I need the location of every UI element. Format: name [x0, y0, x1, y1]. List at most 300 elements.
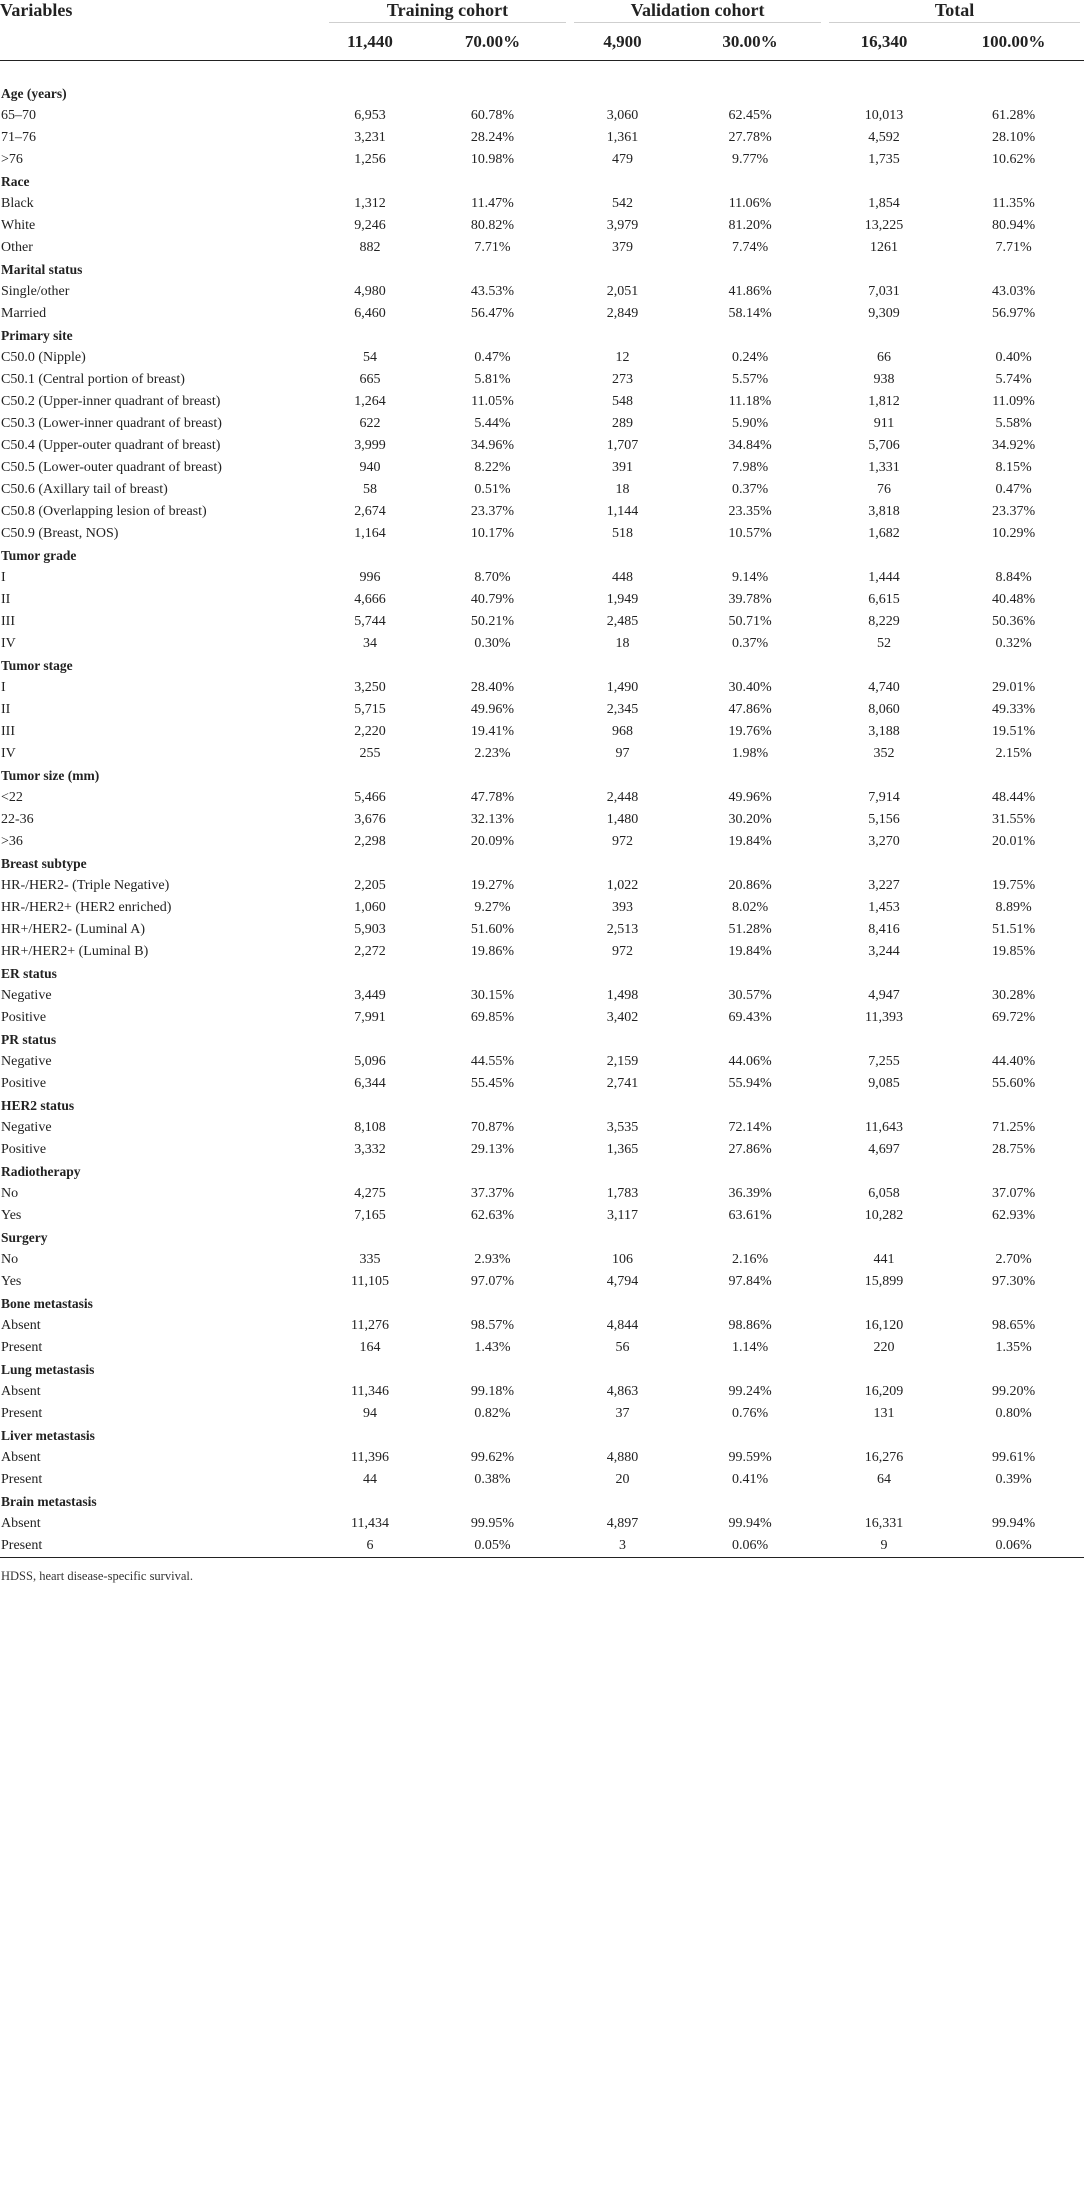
total-n-cell: 15,899 — [864, 1274, 904, 1289]
training-pct: 70.00% — [415, 24, 570, 61]
section-title: Breast subtype — [1, 856, 87, 871]
validation-n-cell: 2,051 — [606, 284, 639, 299]
training-n-cell: 665 — [359, 372, 381, 387]
training-pct-cell: 47.78% — [470, 790, 515, 805]
validation-n-cell: 2,741 — [606, 1076, 639, 1091]
validation-n-cell: 3,060 — [606, 108, 639, 123]
section-header-row — [0, 83, 1084, 105]
group-header-label: Training cohort — [386, 0, 509, 20]
validation-n-cell: 2,345 — [606, 702, 639, 717]
training-n-cell: 3,250 — [354, 680, 386, 695]
total-n-cell: 10,282 — [864, 1208, 904, 1223]
training-n-cell: 940 — [359, 460, 381, 475]
validation-pct-cell: 55.94% — [728, 1076, 772, 1091]
total-pct-cell: 19.75% — [991, 878, 1036, 893]
training-pct-cell: 5.44% — [474, 416, 511, 431]
training-n-cell: 1,060 — [354, 900, 386, 915]
total-pct-cell: 30.28% — [991, 988, 1036, 1003]
table-row — [0, 1205, 1084, 1227]
table-row — [0, 1469, 1084, 1491]
training-pct-cell: 8.70% — [474, 570, 511, 585]
total-n-cell: 9 — [825, 1535, 943, 1558]
row-label: IV — [1, 636, 16, 651]
validation-pct-cell: 49.96% — [728, 790, 772, 805]
table-row — [0, 721, 1084, 743]
table-row — [0, 523, 1084, 545]
training-n-cell: 9,246 — [354, 218, 386, 233]
validation-pct-cell: 5.90% — [731, 416, 769, 431]
training-n-cell: 5,903 — [354, 922, 386, 937]
total-pct-cell: 80.94% — [991, 218, 1036, 233]
training-n-cell: 3,231 — [354, 130, 386, 145]
row-label: Negative — [1, 1120, 52, 1135]
training-pct-cell: 49.96% — [470, 702, 515, 717]
total-pct-cell: 8.89% — [995, 900, 1032, 915]
total-pct-cell: 2.70% — [995, 1252, 1032, 1267]
row-label: Negative — [1, 1054, 52, 1069]
header-row-groups — [0, 0, 1084, 24]
section-title: Primary site — [1, 328, 73, 343]
total-n-cell: 6,058 — [868, 1186, 900, 1201]
training-n-cell: 11,434 — [351, 1516, 389, 1531]
total-pct-cell: 8.15% — [995, 460, 1032, 475]
total-pct-cell: 10.62% — [991, 152, 1036, 167]
training-n-cell: 882 — [359, 240, 381, 255]
validation-pct-cell: 58.14% — [728, 306, 772, 321]
validation-pct-cell: 36.39% — [728, 1186, 772, 1201]
training-pct-cell: 10.17% — [470, 526, 515, 541]
table-row — [0, 1535, 1084, 1558]
section-header-row — [0, 963, 1084, 985]
table-row — [0, 413, 1084, 435]
table-row — [0, 809, 1084, 831]
training-pct-cell: 19.27% — [470, 878, 515, 893]
total-n-cell: 4,947 — [868, 988, 900, 1003]
row-label: 22-36 — [1, 812, 34, 827]
section-header-row — [0, 1491, 1084, 1513]
validation-pct-cell: 81.20% — [728, 218, 772, 233]
group-header-training — [325, 0, 570, 24]
total-pct-cell: 10.29% — [991, 526, 1036, 541]
table-row — [0, 1073, 1084, 1095]
validation-n-cell: 972 — [612, 944, 634, 959]
validation-pct-cell: 7.98% — [731, 460, 769, 475]
total-n-cell: 16,209 — [864, 1384, 904, 1399]
table-row — [0, 479, 1084, 501]
validation-n-cell: 2,159 — [606, 1054, 639, 1069]
row-label: Absent — [1, 1318, 41, 1333]
section-title: Brain metastasis — [1, 1494, 97, 1509]
total-pct-cell: 0.32% — [995, 636, 1032, 651]
table-row — [0, 1007, 1084, 1029]
training-pct-cell: 1.43% — [474, 1340, 511, 1355]
row-label: C50.2 (Upper-inner quadrant of breast) — [1, 394, 221, 409]
training-pct-cell: 43.53% — [470, 284, 515, 299]
row-label: Positive — [1, 1010, 47, 1025]
training-n-cell: 996 — [359, 570, 381, 585]
training-n-cell: 2,298 — [354, 834, 386, 849]
row-label: Other — [1, 240, 33, 255]
table-row — [0, 347, 1084, 369]
validation-n-cell: 3,117 — [607, 1208, 638, 1223]
table-row — [0, 303, 1084, 325]
training-pct-cell: 0.47% — [474, 350, 511, 365]
total-pct-cell: 99.61% — [991, 1450, 1036, 1465]
total-n-cell: 1,854 — [868, 196, 900, 211]
training-n-cell: 3,332 — [354, 1142, 386, 1157]
validation-pct-cell: 39.78% — [728, 592, 772, 607]
row-label: C50.9 (Breast, NOS) — [1, 526, 119, 541]
training-pct-cell: 20.09% — [470, 834, 515, 849]
training-n-cell: 3,999 — [354, 438, 386, 453]
training-pct-cell: 0.51% — [474, 482, 511, 497]
validation-pct-cell: 9.14% — [731, 570, 769, 585]
training-pct-cell: 99.95% — [470, 1516, 515, 1531]
validation-pct-cell: 30.20% — [728, 812, 772, 827]
row-label: <22 — [1, 790, 23, 805]
row-label: Present — [1, 1340, 43, 1355]
training-pct-cell: 70.87% — [470, 1120, 515, 1135]
section-header-row — [0, 259, 1084, 281]
training-pct-cell: 80.82% — [470, 218, 515, 233]
training-n-cell: 3,676 — [354, 812, 386, 827]
validation-n-cell: 1,361 — [606, 130, 639, 145]
table-row — [0, 897, 1084, 919]
validation-n-cell: 3,979 — [606, 218, 639, 233]
table-row — [0, 567, 1084, 589]
validation-pct-cell: 8.02% — [731, 900, 769, 915]
total-n-cell: 938 — [873, 372, 895, 387]
total-pct-cell: 8.84% — [995, 570, 1032, 585]
validation-pct-cell: 30.40% — [728, 680, 772, 695]
table-row — [0, 677, 1084, 699]
total-n-cell: 3,188 — [868, 724, 900, 739]
total-n-cell: 8,416 — [868, 922, 900, 937]
training-n-cell: 11,276 — [351, 1318, 389, 1333]
validation-pct-cell: 44.06% — [728, 1054, 772, 1069]
validation-n-cell: 2,448 — [606, 790, 639, 805]
total-pct-cell: 43.03% — [991, 284, 1036, 299]
total-n-cell: 1,331 — [868, 460, 900, 475]
row-label: III — [1, 724, 15, 739]
row-label: 65–70 — [1, 108, 36, 123]
validation-n-cell: 56 — [615, 1340, 630, 1355]
section-header-row — [0, 1161, 1084, 1183]
total-pct-cell: 0.39% — [995, 1472, 1032, 1487]
total-n-cell: 1,453 — [868, 900, 900, 915]
training-pct-cell: 0.30% — [474, 636, 511, 651]
training-n-cell: 255 — [359, 746, 381, 761]
total-n-cell: 8,229 — [868, 614, 900, 629]
training-pct-cell: 40.79% — [470, 592, 515, 607]
total-pct-cell: 0.47% — [995, 482, 1032, 497]
validation-n-cell: 1,707 — [606, 438, 639, 453]
total-pct-cell: 50.36% — [991, 614, 1036, 629]
validation-pct-cell: 11.18% — [728, 394, 772, 409]
row-label: II — [1, 702, 11, 717]
training-pct-cell: 97.07% — [470, 1274, 515, 1289]
table-row — [0, 1051, 1084, 1073]
validation-pct-cell: 5.57% — [731, 372, 769, 387]
section-header-row — [0, 1359, 1084, 1381]
validation-n-cell: 12 — [615, 350, 630, 365]
table-row — [0, 787, 1084, 809]
training-pct-cell: 11.05% — [471, 394, 514, 409]
total-n-cell: 7,914 — [868, 790, 900, 805]
validation-pct-cell: 7.74% — [731, 240, 769, 255]
training-n-cell: 8,108 — [354, 1120, 386, 1135]
total-n-cell: 10,013 — [864, 108, 904, 123]
section-title: PR status — [1, 1032, 57, 1047]
training-pct-cell: 60.78% — [470, 108, 515, 123]
total-n-cell: 13,225 — [864, 218, 904, 233]
table-row — [0, 1271, 1084, 1293]
total-pct-cell: 97.30% — [991, 1274, 1036, 1289]
row-label: No — [1, 1186, 19, 1201]
training-pct-cell: 98.57% — [470, 1318, 515, 1333]
table-row — [0, 743, 1084, 765]
total-pct-cell: 71.25% — [991, 1120, 1036, 1135]
group-header-rule — [329, 22, 566, 23]
row-label: C50.4 (Upper-outer quadrant of breast) — [1, 438, 221, 453]
total-pct-cell: 48.44% — [991, 790, 1036, 805]
training-n-cell: 4,666 — [354, 592, 386, 607]
validation-n-cell: 393 — [612, 900, 634, 915]
validation-pct: 30.00% — [675, 24, 825, 61]
table-row — [0, 611, 1084, 633]
table-row — [0, 941, 1084, 963]
validation-pct-cell: 27.78% — [728, 130, 772, 145]
training-pct-cell: 0.82% — [474, 1406, 511, 1421]
section-title: Bone metastasis — [1, 1296, 93, 1311]
training-n-cell: 2,220 — [354, 724, 386, 739]
section-header-row — [0, 655, 1084, 677]
total-n-cell: 1261 — [870, 240, 899, 255]
row-label: >76 — [1, 152, 23, 167]
row-label: Yes — [1, 1274, 22, 1289]
total-n-cell: 4,740 — [868, 680, 900, 695]
total-n-cell: 911 — [873, 416, 895, 431]
table-row — [0, 369, 1084, 391]
total-pct-cell: 7.71% — [995, 240, 1032, 255]
training-n-cell: 4,275 — [354, 1186, 386, 1201]
total-pct-cell: 11.35% — [992, 196, 1035, 211]
training-n-cell: 44 — [363, 1472, 377, 1487]
validation-n-cell: 18 — [615, 482, 630, 497]
row-label: Positive — [1, 1142, 47, 1157]
training-pct-cell: 30.15% — [470, 988, 515, 1003]
training-n-cell: 4,980 — [354, 284, 386, 299]
row-label: C50.3 (Lower-inner quadrant of breast) — [1, 416, 222, 431]
validation-pct-cell: 0.37% — [731, 482, 769, 497]
training-pct-cell: 28.40% — [470, 680, 515, 695]
validation-n-cell: 4,844 — [606, 1318, 639, 1333]
validation-pct-cell: 98.86% — [728, 1318, 772, 1333]
section-header-row — [0, 1293, 1084, 1315]
training-n-cell: 94 — [363, 1406, 377, 1421]
row-label: Black — [1, 196, 34, 211]
row-label: C50.1 (Central portion of breast) — [1, 372, 185, 387]
training-n-cell: 1,256 — [354, 152, 386, 167]
header-spacer — [0, 61, 1084, 84]
row-label: HR+/HER2+ (Luminal B) — [1, 944, 149, 959]
row-label: IV — [1, 746, 16, 761]
validation-n-cell: 391 — [612, 460, 634, 475]
section-title: Age (years) — [1, 86, 67, 101]
row-label: HR-/HER2+ (HER2 enriched) — [1, 900, 172, 915]
validation-n-cell: 2,513 — [606, 922, 639, 937]
training-pct-cell: 9.27% — [474, 900, 511, 915]
validation-pct-cell: 0.06% — [675, 1535, 825, 1558]
validation-n-cell: 2,849 — [606, 306, 639, 321]
validation-n-cell: 20 — [615, 1472, 630, 1487]
total-n-cell: 52 — [877, 636, 892, 651]
training-pct-cell: 56.47% — [470, 306, 515, 321]
section-header-row — [0, 1095, 1084, 1117]
validation-pct-cell: 34.84% — [728, 438, 772, 453]
training-pct-cell: 0.05% — [415, 1535, 570, 1558]
validation-n-cell: 3 — [570, 1535, 675, 1558]
table-row — [0, 237, 1084, 259]
row-label: Positive — [1, 1076, 47, 1091]
training-n-cell: 3,449 — [354, 988, 386, 1003]
total-pct-cell: 62.93% — [991, 1208, 1036, 1223]
training-pct-cell: 29.13% — [470, 1142, 515, 1157]
validation-pct-cell: 99.94% — [728, 1516, 772, 1531]
validation-n-cell: 97 — [615, 746, 630, 761]
row-label: HR-/HER2- (Triple Negative) — [1, 878, 170, 893]
training-pct-cell: 99.62% — [470, 1450, 515, 1465]
total-pct-cell: 69.72% — [991, 1010, 1036, 1025]
training-n-cell: 11,105 — [351, 1274, 389, 1289]
total-pct-cell: 5.74% — [995, 372, 1032, 387]
training-n-cell: 7,991 — [354, 1010, 386, 1025]
section-header-row — [0, 765, 1084, 787]
row-label: II — [1, 592, 11, 607]
validation-pct-cell: 0.76% — [731, 1406, 769, 1421]
total-pct-cell: 0.40% — [995, 350, 1032, 365]
validation-n-cell: 4,794 — [606, 1274, 639, 1289]
training-pct-cell: 28.24% — [470, 130, 515, 145]
validation-n-cell: 448 — [612, 570, 634, 585]
header-row-counts — [0, 24, 1084, 61]
total-pct-cell: 0.80% — [995, 1406, 1032, 1421]
total-pct-cell: 0.06% — [943, 1535, 1084, 1558]
table-row — [0, 1139, 1084, 1161]
training-n-cell: 1,264 — [354, 394, 386, 409]
total-pct-cell: 99.94% — [991, 1516, 1036, 1531]
validation-n-cell: 542 — [612, 196, 634, 211]
validation-n-cell: 1,022 — [606, 878, 639, 893]
training-n-cell: 335 — [359, 1252, 381, 1267]
row-label: Absent — [1, 1384, 41, 1399]
total-pct-cell: 11.09% — [992, 394, 1035, 409]
training-pct-cell: 37.37% — [470, 1186, 515, 1201]
training-n-cell: 58 — [363, 482, 377, 497]
group-header-rule — [574, 22, 821, 23]
training-pct-cell: 51.60% — [470, 922, 515, 937]
total-pct-cell: 37.07% — [991, 1186, 1036, 1201]
total-pct-cell: 19.85% — [991, 944, 1036, 959]
total-n-cell: 64 — [877, 1472, 892, 1487]
validation-n-cell: 4,897 — [606, 1516, 639, 1531]
total-pct-cell: 28.75% — [991, 1142, 1036, 1157]
row-label: C50.6 (Axillary tail of breast) — [1, 482, 168, 497]
total-n-cell: 6,615 — [868, 592, 900, 607]
validation-n: 4,900 — [570, 24, 675, 61]
validation-pct-cell: 0.24% — [731, 350, 769, 365]
training-n: 11,440 — [325, 24, 415, 61]
training-pct-cell: 69.85% — [470, 1010, 515, 1025]
section-header-row — [0, 1029, 1084, 1051]
validation-pct-cell: 47.86% — [728, 702, 772, 717]
validation-n-cell: 106 — [612, 1252, 634, 1267]
row-label: I — [1, 570, 6, 585]
validation-n-cell: 518 — [612, 526, 634, 541]
validation-pct-cell: 72.14% — [728, 1120, 772, 1135]
group-header-label: Validation cohort — [630, 0, 765, 20]
row-label: Negative — [1, 988, 52, 1003]
training-n-cell: 2,272 — [354, 944, 386, 959]
validation-n-cell: 289 — [612, 416, 634, 431]
total-n-cell: 352 — [873, 746, 895, 761]
table-row — [0, 1403, 1084, 1425]
row-label: C50.8 (Overlapping lesion of breast) — [1, 504, 207, 519]
table-row — [0, 193, 1084, 215]
training-pct-cell: 7.71% — [474, 240, 511, 255]
training-n-cell: 6,460 — [354, 306, 386, 321]
section-header-row — [0, 853, 1084, 875]
training-n-cell: 164 — [359, 1340, 381, 1355]
validation-n-cell: 1,783 — [606, 1186, 639, 1201]
validation-pct-cell: 63.61% — [728, 1208, 772, 1223]
training-n-cell: 34 — [363, 636, 377, 651]
table-row — [0, 281, 1084, 303]
row-label: Present — [0, 1535, 325, 1558]
total-pct-cell: 23.37% — [991, 504, 1036, 519]
validation-n-cell: 2,485 — [606, 614, 639, 629]
validation-n-cell: 479 — [612, 152, 634, 167]
validation-pct-cell: 69.43% — [728, 1010, 772, 1025]
total-n-cell: 1,444 — [868, 570, 900, 585]
table-row — [0, 589, 1084, 611]
validation-n-cell: 548 — [612, 394, 634, 409]
total-n-cell: 76 — [877, 482, 892, 497]
table-row — [0, 435, 1084, 457]
training-n-cell: 6,953 — [354, 108, 386, 123]
total-n-cell: 9,309 — [868, 306, 900, 321]
section-title: Liver metastasis — [1, 1428, 95, 1443]
validation-pct-cell: 10.57% — [728, 526, 772, 541]
section-title: HER2 status — [1, 1098, 75, 1113]
table-row — [0, 457, 1084, 479]
row-label: Absent — [1, 1516, 41, 1531]
training-pct-cell: 99.18% — [470, 1384, 515, 1399]
table-row — [0, 831, 1084, 853]
total-n-cell: 1,682 — [868, 526, 900, 541]
training-pct-cell: 23.37% — [470, 504, 515, 519]
total-n-cell: 3,270 — [868, 834, 900, 849]
row-label: Single/other — [1, 284, 70, 299]
training-pct-cell: 32.13% — [470, 812, 515, 827]
total-pct-cell: 5.58% — [995, 416, 1032, 431]
table-row — [0, 875, 1084, 897]
training-n-cell: 5,466 — [354, 790, 386, 805]
validation-pct-cell: 20.86% — [728, 878, 772, 893]
validation-pct-cell: 30.57% — [728, 988, 772, 1003]
validation-pct-cell: 0.37% — [731, 636, 769, 651]
training-n-cell: 11,346 — [351, 1384, 389, 1399]
